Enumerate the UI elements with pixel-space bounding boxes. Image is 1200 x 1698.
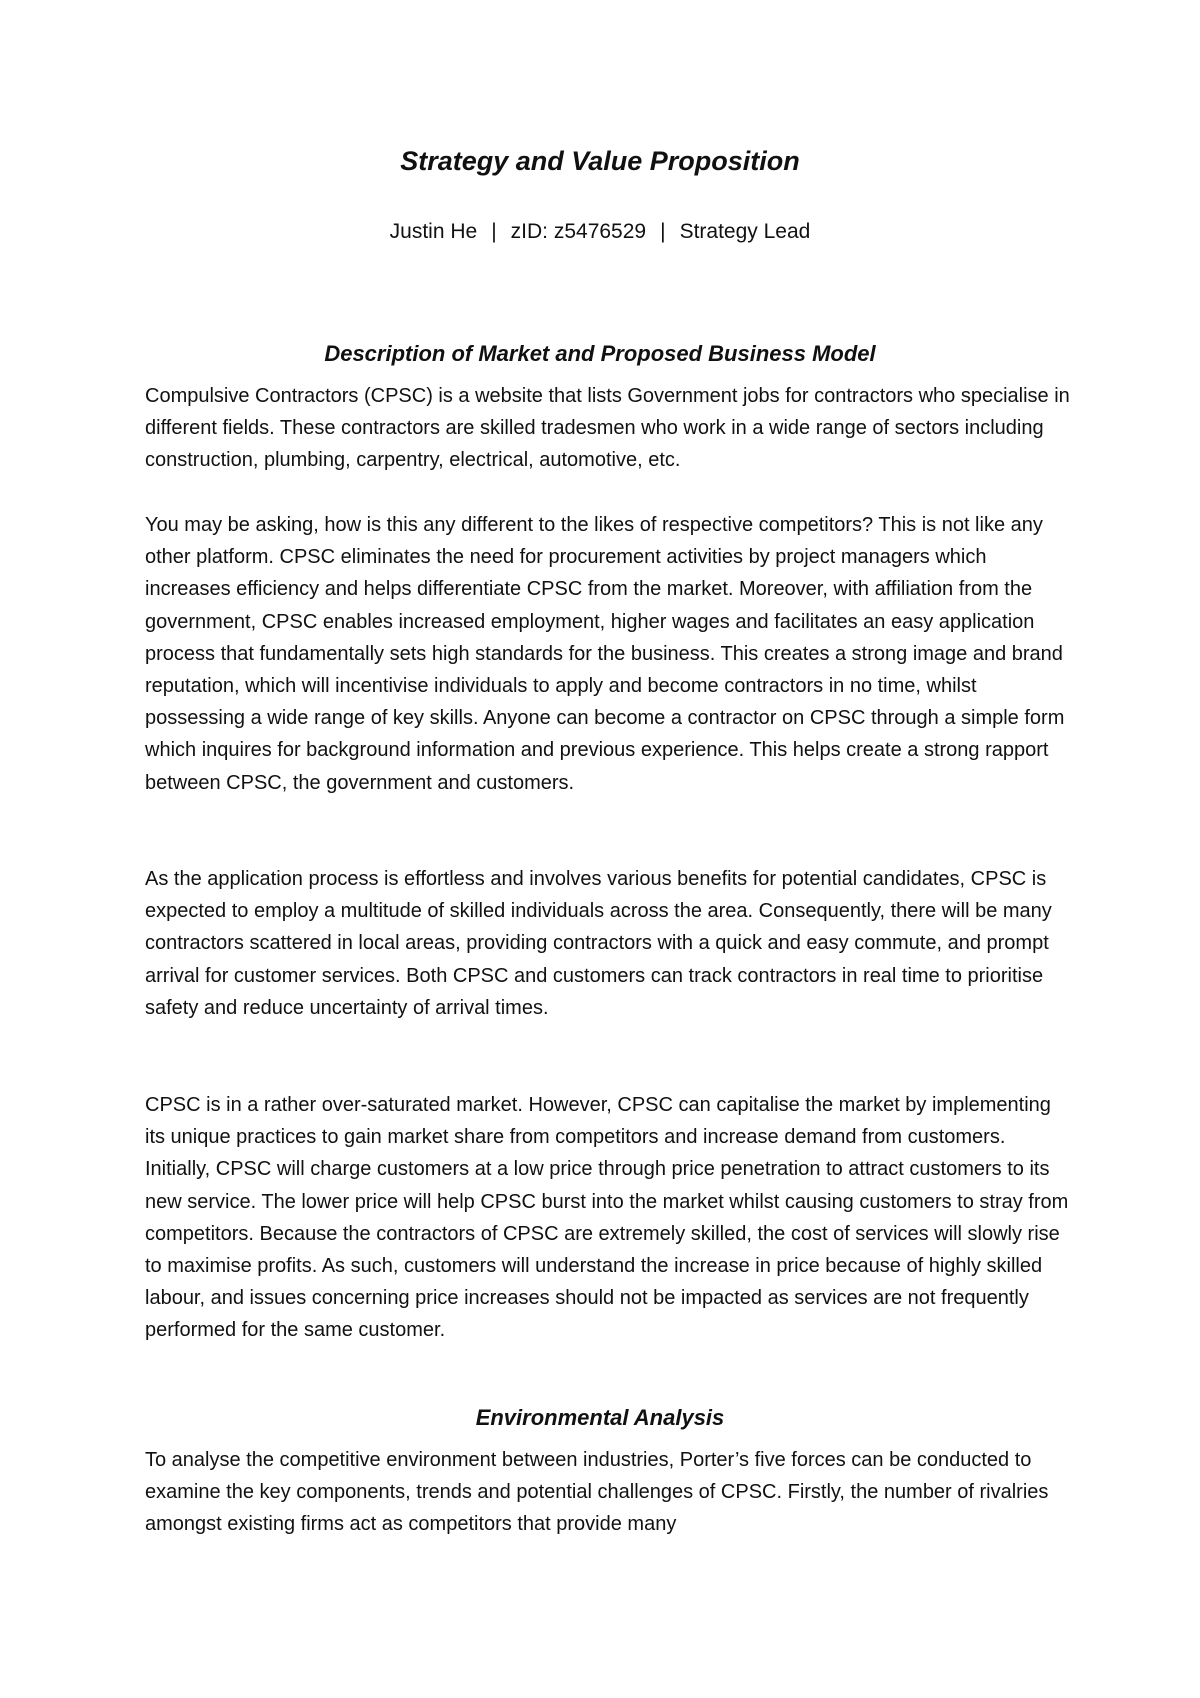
- paragraph-porter-forces: To analyse the competitive environment between industries, Porter’s five forces can be conducted to examine the key components, trends and potential challenges of CPSC. Firstly, the number of rivalries amongst existing firms act as competitors that provide many: [145, 1449, 1049, 1536]
- paragraph-application-process: As the application process is effortless and involves various benefits for potential candidates, CPSC is expected to employ a multitude of skilled individuals across the area. Consequently, there will be many contractors scattered in local areas, providing contractors with a quick and easy commute, and prompt arrival for customer services. Both CPSC and customers can track contractors in real time to prioritise safety and reduce uncertainty of arrival times.: [145, 868, 1052, 1019]
- author-zid: zID: z5476529: [510, 220, 647, 243]
- author-name: Justin He: [389, 220, 478, 243]
- author-line: [0, 218, 1200, 246]
- author-role: Strategy Lead: [679, 220, 811, 243]
- paragraph-differentiation: You may be asking, how is this any different to the likes of respective competitors? This is not like any other platform. CPSC eliminates the need for procurement activities by project managers which increases efficiency and helps differentiate CPSC from the market. Moreover, with affiliation from the government, CPSC enables increased employment, higher wages and facilitates an easy application process that fundamentally sets high standards for the business. This creates a strong image and brand reputation, which will incentivise individuals to apply and become contractors in no time, whilst possessing a wide range of key skills. Anyone can become a contractor on CPSC through a simple form which inquires for background information and previous experience. This helps create a strong rapport between CPSC, the government and customers.: [145, 514, 1065, 794]
- paragraph-market-pricing: CPSC is in a rather over-saturated market. However, CPSC can capitalise the market by implementing its unique practices to gain market share from competitors and increase demand from customers. Initially, CPSC will charge customers at a low price through price penetration to attract customers to its new service. The lower price will help CPSC burst into the market whilst causing customers to stray from competitors. Because the contractors of CPSC are extremely skilled, the cost of services will slowly rise to maximise profits. As such, customers will understand the increase in price because of highly skilled labour, and issues concerning price increases should not be impacted as services are not frequently performed for the same customer.: [145, 1094, 1069, 1342]
- section-heading-environmental: Environmental Analysis: [475, 1405, 725, 1430]
- section-heading-market: Description of Market and Proposed Business Model: [324, 341, 876, 366]
- paragraph-intro: Compulsive Contractors (CPSC) is a website that lists Government jobs for contractors who specialise in different fields. These contractors are skilled tradesmen who work in a wide range of sectors including construction, plumbing, carpentry, electrical, automotive, etc.: [145, 385, 1070, 472]
- document-title: Strategy and Value Proposition: [400, 146, 800, 176]
- separator: |: [491, 220, 497, 243]
- separator: |: [660, 220, 666, 243]
